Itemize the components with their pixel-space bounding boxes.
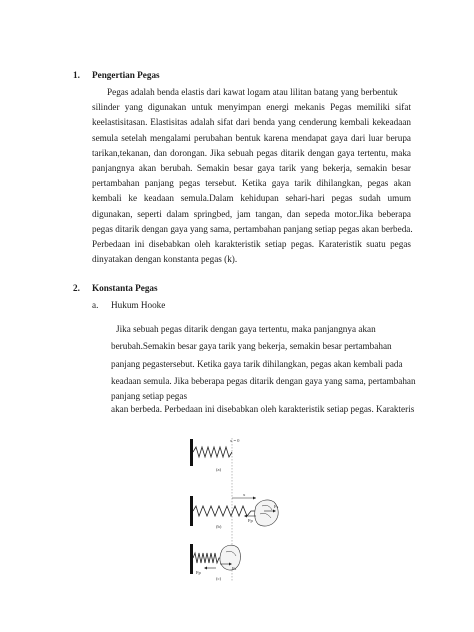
- paragraph-line: Jika sebuah pegas ditarik dengan gaya tertentu, maka panjangnya akan: [116, 324, 376, 334]
- paragraph-line: Perbedaan ini disebabkan oleh karakteristik setiap pegas. Karateristik suatu pegas: [92, 239, 411, 250]
- label-x-b: x: [243, 492, 246, 497]
- section-1-heading: Pengertian Pegas: [92, 70, 160, 80]
- spring-b: [190, 492, 279, 529]
- label-a: (a): [216, 467, 222, 472]
- paragraph-line: digunakan, seperti dalam springbed, jam tangan, dan sepeda motor.Jika beberapa: [92, 208, 411, 219]
- spring-c: [190, 544, 240, 581]
- paragraph-line: semula setelah mengalami perubahan bentuk karena mendapat gaya dari luar berupa: [92, 132, 411, 143]
- subsection-a-heading: Hukum Hooke: [111, 300, 166, 310]
- paragraph-line: panjangnya akan berubah. Semakin besar gaya tarik yang bekerja, semakin besar: [92, 163, 411, 174]
- section-1-paragraph: [92, 85, 411, 267]
- label-fp-c: Fp: [196, 570, 201, 575]
- label-x0: x = 0: [230, 438, 240, 443]
- label-fs-b: Fs: [274, 504, 279, 509]
- label-c: (c): [216, 576, 222, 581]
- label-fp-b: Fp: [248, 518, 253, 523]
- paragraph-line: berubah.Semakin besar gaya tarik yang bekerja, semakin besar pertambahan: [111, 341, 392, 352]
- paragraph-line: keelastisitasan. Elastisitas adalah sifat dari benda yang cenderung kembali kekeadaan: [92, 117, 411, 128]
- spring-figure: [186, 436, 298, 582]
- paragraph-line: panjang setiap pegas: [111, 391, 188, 402]
- subsection-a-letter: a.: [92, 300, 99, 310]
- section-1-number: 1.: [73, 70, 80, 80]
- paragraph-line: pertambahan panjang pegas tersebut. Ketika gaya tarik dihilangkan, pegas akan: [92, 178, 411, 189]
- paragraph-line: dinyatakan dengan konstanta pegas (k).: [92, 254, 238, 265]
- paragraph-line: Pegas adalah benda elastis dari kawat logam atau lilitan batang yang berbentuk: [107, 87, 398, 97]
- section-2-heading: Konstanta Pegas: [92, 283, 158, 293]
- paragraph-line: kembali ke keadaan semula.Dalam kehidupan sehari-hari pegas sudah umum: [92, 193, 411, 204]
- label-fs-c: Fs: [232, 566, 237, 571]
- section-2-number: 2.: [73, 283, 80, 293]
- paragraph-line: akan berbeda. Perbedaan ini disebabkan oleh karakteristik setiap pegas. Karakteris: [111, 404, 415, 415]
- paragraph-line: silinder yang digunakan untuk menyimpan energi mekanis Pegas memiliki sifat: [92, 102, 411, 113]
- section-2-paragraph: [111, 321, 416, 416]
- paragraph-line: keadaan semula. Jika beberapa pegas ditarik dengan gaya yang sama, pertambahan: [111, 375, 416, 386]
- spring-diagram: [186, 436, 298, 582]
- label-b: (b): [216, 524, 222, 529]
- paragraph-line: tarikan,tekanan, dan dorongan. Jika sebuah pegas ditarik dengan gaya tertentu, maka: [92, 147, 411, 158]
- paragraph-line: pegas ditarik dengan gaya yang sama, pertambahan panjang setiap pegas akan berbeda.: [92, 223, 413, 234]
- paragraph-line: panjang pegastersebut. Ketika gaya tarik dihilangkan, pegas akan kembali pada: [111, 358, 403, 369]
